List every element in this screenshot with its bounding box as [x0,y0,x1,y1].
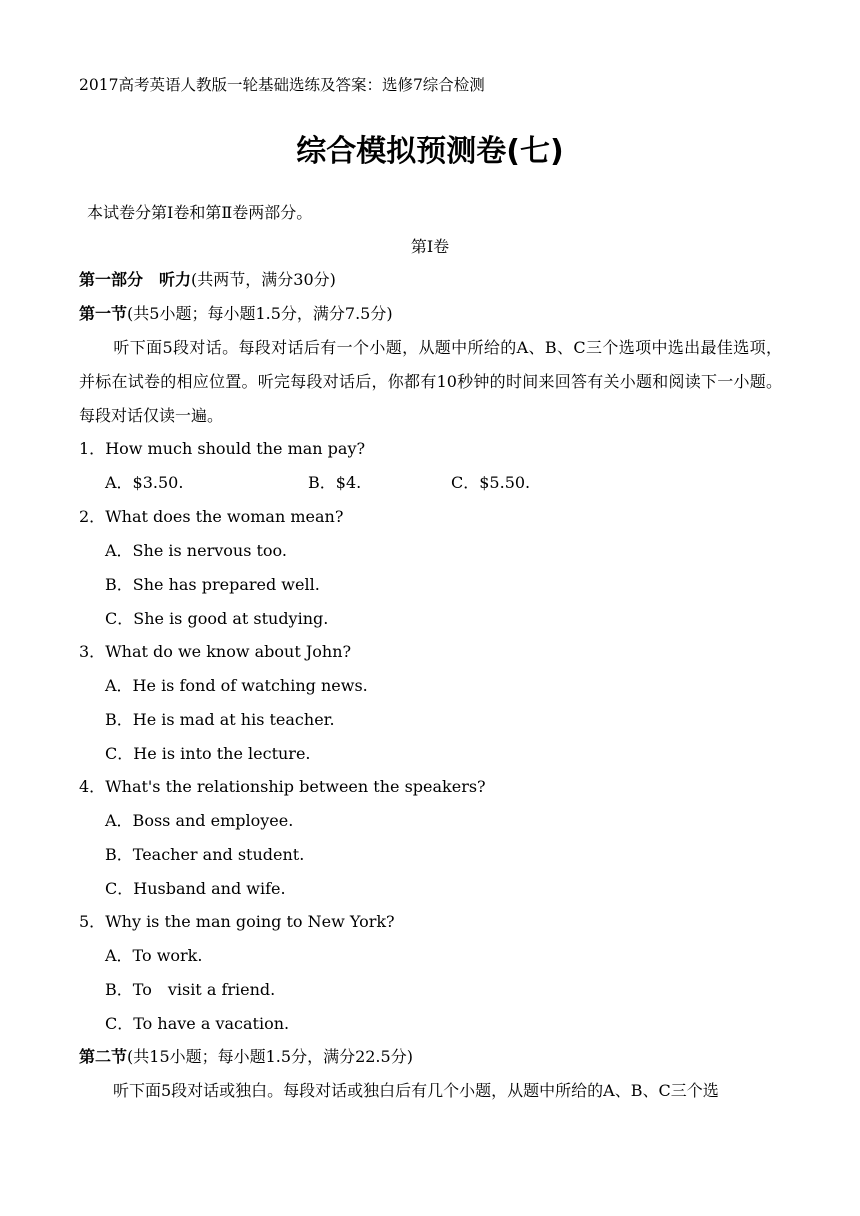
section2-detail: (共15小题；每小题1.5分，满分22.5分) [127,1047,413,1066]
question-number: 4． [79,777,106,796]
part1-heading [79,269,336,291]
page-title: 综合模拟预测卷(七) [296,134,564,169]
option-b[interactable]: B．$4. [308,473,362,492]
question-text: What does the woman mean? [105,507,344,526]
intro-text: 本试卷分第Ⅰ卷和第Ⅱ卷两部分。 [87,203,313,222]
option-a[interactable]: A．To work. [105,946,203,965]
question-text: What's the relationship between the speakers? [105,777,486,796]
question-1-options [105,472,705,494]
question-1 [79,438,365,460]
option-b[interactable]: B．Teacher and student. [105,845,305,864]
option-b[interactable]: B．He is mad at his teacher. [105,710,335,729]
question-text: Why is the man going to New York? [105,912,395,931]
section2-label: 第二节 [79,1047,128,1066]
section1-heading [79,303,393,325]
question-number: 5． [79,912,106,931]
question-number: 1． [79,439,106,458]
question-text: How much should the man pay? [105,439,366,458]
part1-detail: (共两节，满分30分) [191,270,336,289]
option-c[interactable]: C．She is good at studying. [105,609,329,628]
question-3 [79,641,351,663]
question-4 [79,776,486,798]
section1-instructions-text: 听下面5段对话。每段对话后有一个小题，从题中所给的A、B、C三个选项中选出最佳选项，并标在试卷的相应位置。听完每段对话后，你都有10秒钟的时间来回答有关小题和阅读下一小题。每段对话仅读一遍。 [79,338,782,425]
option-c[interactable]: C．$5.50. [451,473,531,492]
option-a[interactable]: A．He is fond of watching news. [105,676,368,695]
section1-instructions [79,331,782,432]
question-number: 3． [79,642,106,661]
question-number: 2． [79,507,106,526]
section1-detail: (共5小题；每小题1.5分，满分7.5分) [127,304,393,323]
section1-label: 第一节 [79,304,128,323]
option-c[interactable]: C．He is into the lecture. [105,744,311,763]
option-a[interactable]: A．Boss and employee. [105,811,294,830]
option-b[interactable]: B．She has prepared well. [105,575,320,594]
option-a[interactable]: A．She is nervous too. [105,541,287,560]
option-c[interactable]: C．Husband and wife. [105,879,286,898]
document-header: 2017高考英语人教版一轮基础选练及答案：选修7综合检测 [79,76,485,94]
volume-label: 第Ⅰ卷 [410,237,450,256]
question-5 [79,911,395,933]
option-c[interactable]: C．To have a vacation. [105,1014,290,1033]
option-a[interactable]: A．$3.50. [105,473,184,492]
section2-heading [79,1046,413,1068]
question-2 [79,506,343,528]
section2-instructions: 听下面5段对话或独白。每段对话或独白后有几个小题，从题中所给的A、B、C三个选 [113,1081,719,1100]
question-text: What do we know about John? [105,642,352,661]
option-b[interactable]: B．To visit a friend. [105,980,276,999]
part1-label: 第一部分 听力 [79,270,192,289]
